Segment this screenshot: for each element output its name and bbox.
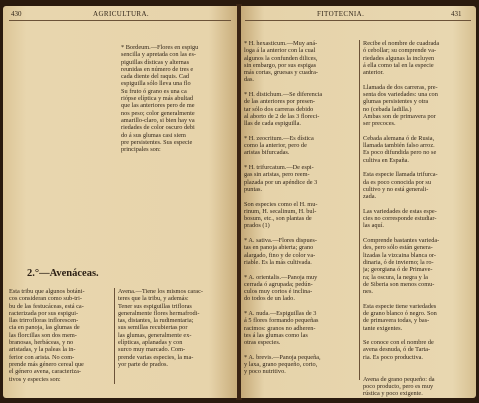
text-line: que las anteriores pero de me [121, 102, 195, 110]
header-rule [245, 20, 471, 21]
text-line: rinum, H. secalinum, H. bul- [244, 207, 317, 215]
text-line: riable. Es la más cultivada. [244, 258, 312, 266]
text-line: * H. hexasticum.—Muy aná- [244, 40, 318, 47]
text-line [363, 361, 475, 368]
text-line: tas en panoja abierta; grano [244, 244, 314, 252]
text-line: branosas, herbáceas, y no [9, 339, 74, 347]
text-line: cultiva en España. [363, 156, 409, 164]
text-line: prende más género cereal que [9, 360, 84, 368]
text-line: elípticas, aplanadas y con [118, 339, 183, 347]
column-rule [359, 40, 360, 380]
column-rule [114, 288, 115, 384]
text-line: * A. orientalis.—Panoja muy [244, 273, 318, 281]
text-line: des, pero sólo están genera- [363, 244, 433, 252]
text-line: dinaria, ó de invierno; la ro- [363, 258, 434, 266]
text-line [363, 201, 475, 208]
text-line: llas de cada espiguilla. [244, 120, 302, 128]
text-line: racimos: granos no adheren- [244, 324, 316, 332]
text-line: nos peso; color generalmente [121, 109, 195, 117]
text-line [363, 76, 475, 83]
text-line: bosum, etc., son plantas de [244, 215, 312, 223]
text-line: tar sólo dos carreras debido [244, 105, 314, 113]
text-line: reunidas en número de tres e [121, 65, 194, 73]
text-line: aristas bifurcadas. [244, 149, 290, 157]
section-heading: 2.°—Avenáceas. [27, 268, 99, 279]
text-line: tivos y especies son: [9, 375, 61, 383]
text-line: culos muy cortos é inclina- [244, 288, 313, 296]
avenaceas-intro [9, 288, 111, 383]
text-line: cos consideran como sub-tri- [9, 295, 82, 303]
text-line: das. [244, 76, 254, 84]
text-line: zada. [363, 193, 377, 201]
text-line: ó cebollar; su comprende va- [363, 47, 437, 55]
text-line: no (cebada ladilla.) [363, 105, 412, 113]
text-line: cia en panoja, las glumas de [9, 324, 80, 332]
text-line [363, 128, 475, 135]
text-line: y laxa, grano pequeño, corto, [244, 361, 318, 369]
text-line [244, 84, 358, 91]
text-line [363, 295, 475, 302]
text-line: racterizada por sus espigui- [9, 309, 79, 317]
text-line: de las anteriores por presen- [244, 98, 315, 106]
text-line: * A. brevis.—Panoja pequeña, [244, 353, 321, 361]
text-line: * A. nuda.—Espiguillas de 3 [244, 309, 317, 317]
text-line: el género avena, caracteriza- [9, 368, 82, 376]
text-line: lizadas la vizcaina blanca or- [363, 251, 436, 259]
text-line: ferior con arista. No com- [9, 353, 75, 361]
text-line [363, 230, 475, 237]
running-head: FITOTECNIA. [317, 10, 365, 18]
text-line: Recibe el nombre de cuadrada [363, 40, 440, 47]
text-line: de grano blanco ó negro. Son [363, 309, 437, 317]
text-line: pre persistentes. Sus especie [121, 138, 193, 146]
text-line: da es poco conocida por su [363, 178, 432, 186]
text-line: surco muy marcado. Com- [118, 346, 186, 354]
left-page [3, 6, 237, 398]
text-line: * H. distichum.—Se diferencia [244, 91, 323, 99]
text-line: las florcillas son dos mem- [9, 331, 77, 339]
text-line: tante exigentes. [363, 324, 403, 332]
text-line: riedades algunas la incluyen [363, 54, 435, 62]
text-line: ria. Es poco productiva. [363, 353, 423, 361]
text-line: * Bordeum.—Flores en espigu [121, 44, 199, 51]
avena-paragraph [118, 288, 234, 368]
running-head: AGRICULTURA. [93, 10, 150, 18]
text-line: cerrada ó agrupada; pedún- [244, 280, 313, 288]
text-line: sin embargo, por sus espigas [244, 61, 317, 69]
text-line [244, 157, 358, 164]
text-line: riedades de color oscuro debi [121, 124, 195, 132]
header-rule [9, 20, 231, 21]
text-line: como la anterior, pero de [244, 142, 307, 150]
text-line: algunos la confunden dilices, [244, 54, 318, 62]
text-line: ser precoces. [363, 120, 396, 128]
text-line: las glumas, generalmente ex- [118, 331, 192, 339]
text-line [244, 230, 358, 237]
text-line: nes. [363, 288, 373, 296]
text-line: ja; georgiana ó de Primave- [363, 266, 433, 274]
text-line: sus semillas recubiertas por [118, 324, 188, 332]
text-line [244, 303, 358, 310]
text-line [244, 266, 358, 273]
text-line: tas, distantes, la rudimentaria; [118, 317, 194, 325]
text-line: avena desnuda, ó de Tarta- [363, 346, 431, 354]
text-line: * H. zeocritum.—Es dística [244, 134, 314, 142]
text-line: Ambas son de primavera por [363, 112, 436, 120]
text-line: principales son: [121, 146, 161, 154]
text-line: aristadas, y la paleas la in- [9, 346, 76, 354]
text-line [244, 346, 358, 353]
text-line: amarillo-claro, si bien hay va [121, 116, 195, 124]
text-line: de primavera todas, y bas- [363, 317, 430, 325]
text-line: cies no corresponde estudiar- [363, 215, 437, 223]
text-line: anterior. [363, 69, 384, 77]
text-line: de Siberia son menos comu- [363, 280, 435, 288]
text-line: prados (1) [244, 222, 270, 230]
text-line: Esta especie tiene variedades [363, 302, 437, 310]
text-line: loga á la anterior con la cual [244, 47, 316, 55]
text-line: glumas persistentes y otra [363, 98, 429, 106]
text-line: bu de las festucáceas, está ca- [9, 302, 84, 310]
species-list [244, 40, 358, 376]
text-line: á 5 flores formando pequeñas [244, 317, 319, 325]
page-number: 430 [11, 10, 22, 18]
text-line: á ella como tal en la especie [363, 61, 434, 69]
text-line [363, 368, 475, 375]
right-page [241, 6, 476, 398]
text-line: tes á las glumas como las [244, 331, 308, 339]
text-line: poco producto, pero es muy [363, 382, 434, 390]
text-line: Esta especie llamada trifurca- [363, 171, 438, 179]
text-line: Su fruto ó grano es una ca [121, 87, 187, 95]
text-line: y poco nutritivo. [244, 368, 286, 376]
text-line: plazada por un apéndice de 3 [244, 178, 318, 186]
text-line: llamada también falso arroz. [363, 142, 435, 150]
text-line: Avena de grano pequeño: da [363, 375, 435, 383]
text-line: gas sin aristas, pero reem- [244, 171, 310, 179]
text-line: las aquí. [363, 222, 384, 230]
text-line [363, 164, 475, 171]
text-line: piguillas dísticas y alternas [121, 58, 190, 66]
text-line: yor parte de prados. [118, 360, 169, 368]
text-line: espiguilla sólo lleva una flo [121, 80, 191, 88]
text-line: más cortas, gruesas y cuadra- [244, 69, 318, 77]
text-line: Las variedades de estas espe- [363, 207, 437, 215]
text-line: * A. sativa.—Flores dispues- [244, 237, 317, 245]
text-line: ra; la oscura, la negra y la [363, 273, 428, 281]
page-number: 431 [451, 10, 462, 18]
text-line: Esta tribu que algunos botáni- [9, 288, 85, 295]
text-line: * H. trifurcatum.—De espi- [244, 164, 314, 172]
text-line [244, 128, 358, 135]
text-line: puntas. [244, 185, 263, 193]
text-line: teres que la tribu, y además: [118, 295, 189, 303]
bordeum-paragraph [121, 44, 233, 153]
text-line [363, 332, 475, 339]
text-line: Son especies como el H. mu- [244, 200, 318, 208]
text-line [244, 193, 358, 200]
text-line: llas trirrofloras inflorescen- [9, 317, 79, 325]
text-line: Es poco difundida pero no se [363, 149, 437, 157]
text-line: Tener sus espiguillas trifloras [118, 302, 192, 310]
text-line: sencilla y apretada con las es- [121, 51, 197, 59]
text-line: alargado, fino y de color va- [244, 251, 316, 259]
varieties-list [363, 40, 475, 398]
text-line: Avena.—Tiene los mismos carac- [118, 288, 203, 295]
text-line: generalmente flores hermafrodi- [118, 309, 200, 317]
text-line: senta dos variedades: una con [363, 91, 438, 99]
text-line: prende varias especies, la ma- [118, 353, 194, 361]
text-line: riópse elíptica y más abultad [121, 95, 194, 103]
text-line: do todos de un lado. [244, 295, 295, 303]
text-line: cultivo y no está generali- [363, 185, 429, 193]
text-line: Comprende bastantes varieda- [363, 237, 440, 245]
text-line: otras especies. [244, 339, 281, 347]
text-line: cada diente del raquis. Cad [121, 73, 190, 81]
text-line: rústica y poco exigente. [363, 390, 423, 398]
text-line: Llamada de dos carreras, pre- [363, 83, 438, 91]
text-line: al aborto de 2 de las 3 floreci- [244, 112, 320, 120]
text-line: Cebada alemana ó de Rusia, [363, 134, 435, 142]
text-line: do á sus glumas casi siem [121, 131, 186, 139]
text-line: Se conoce con el nombre de [363, 339, 434, 347]
